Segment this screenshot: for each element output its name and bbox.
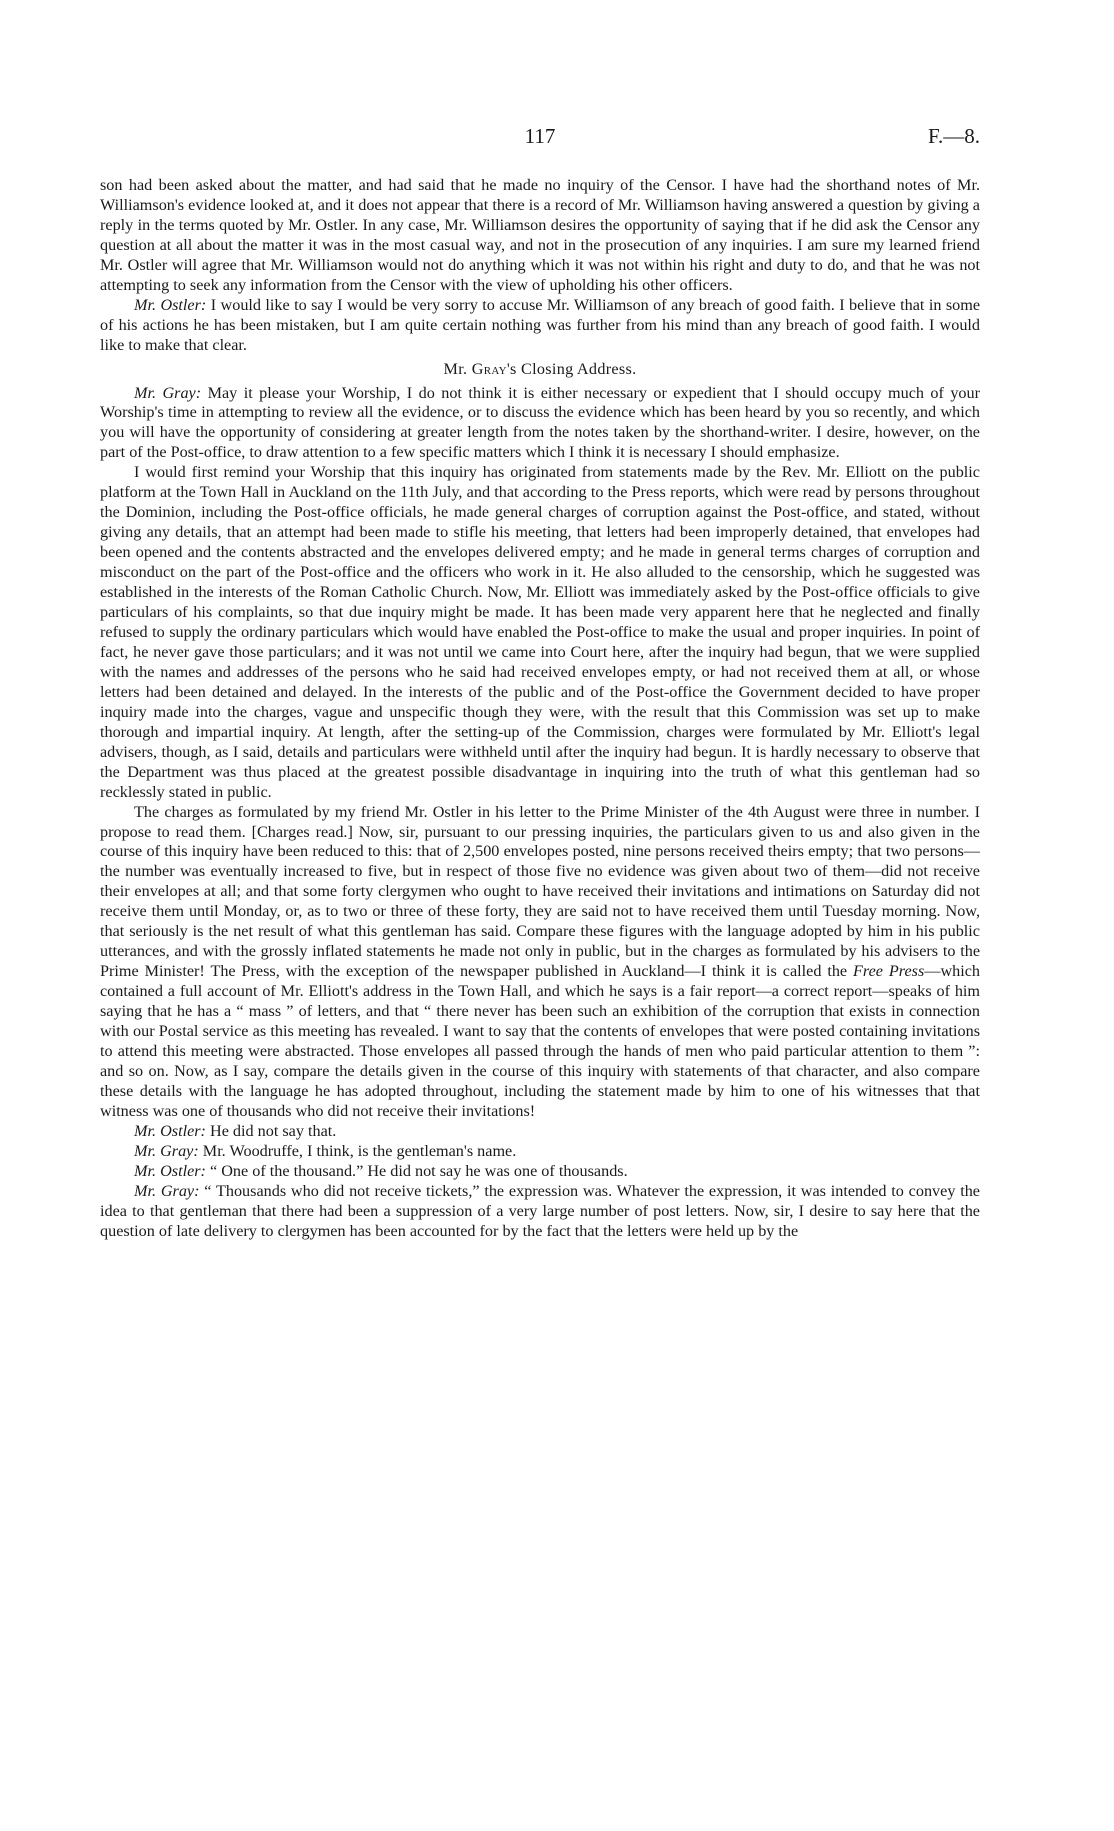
paragraph-gray-thousands xyxy=(100,1182,980,1242)
speaker-label: Mr. Gray: xyxy=(134,383,202,402)
paragraph-text: I would first remind your Worship that this inquiry has originated from statements made by the Rev. Mr. Elliott on the public platform at the Town Hall in Auckland on the 11th July, and that according to the Press reports, which were read by persons throughout the Dominion, including the Post-office officials, he made general charges of corruption against the Post-office, and stated, without giving any details, that an attempt had been made to stifle his meeting, that letters had been improperly detained, that envelopes had been opened and the contents abstracted and the envelopes delivered empty; and he made in general terms charges of corruption and misconduct on the part of the Post-office and the officers who work in it. He also alluded to the censorship, which he suggested was established in the interests of the Roman Catholic Church. Now, Mr. Elliott was immediately asked by the Post-office officials to give particulars of his complaints, so that due inquiry might be made. It has been made very apparent here that he neglected and finally refused to supply the ordinary particulars which would have enabled the Post-office to make the usual and proper inquiries. In point of fact, he never gave those particulars; and it was not until we came into Court here, after the inquiry had begun, that we were supplied with the names and addresses of the persons who he said had received envelopes empty, or had not received them at all, or whose letters had been detained and delayed. In the interests of the public and of the Post-office the Government decided to have proper inquiry made into the charges, vague and unspecific though they were, with the result that this Commission was set up to make thorough and impartial inquiry. At length, after the setting-up of the Commission, charges were formulated by Mr. Elliott's legal advisers, though, as I said, details and particulars were withheld until after the inquiry had begun. It is hardly necessary to observe that the Department was thus placed at the greatest possible disadvantage in inquiring into the truth of what this gentleman had so recklessly stated in public. xyxy=(100,463,980,801)
heading-prefix: Mr. xyxy=(443,359,472,378)
paragraph-text: son had been asked about the matter, and had said that he made no inquiry of the Censor. I have had the shorthand notes of Mr. Williamson's evidence looked at, and it does not appear that there is a record of Mr. Williamson having answered a question by giving a reply in the terms quoted by Mr. Ostler. In any case, Mr. Williamson desires the opportunity of saying that if he did ask the Censor any question at all about the matter it was in the most casual way, and not in the prosecution of any inquiries. I am sure my learned friend Mr. Ostler will agree that Mr. Williamson would not do anything which it was not within his right and duty to do, and that he was not attempting to seek any information from the Censor with the view of upholding his other officers. xyxy=(100,176,980,294)
speaker-label: Mr. Gray: xyxy=(134,1181,200,1200)
paragraph-text: “ Thousands who did not receive tickets,” the expression was. Whatever the expression, it was intended to convey the idea to that gentleman that there had been a suppression of a very large number of post letters. Now, sir, I desire to say here that the question of late delivery to clergymen has been accounted for by the fact that the letters were held up by the xyxy=(100,1181,980,1240)
paragraph-text: May it please your Worship, I do not think it is either necessary or expedient that I should occupy much of your Worship's time in attempting to review all the evidence, or to discuss the evidence which has been heard by you so recently, and which you will have the opportunity of considering at greater length from the notes taken by the shorthand-writer. I desire, however, on the part of the Post-office, to draw attention to a few specific matters which I think it is necessary I should emphasize. xyxy=(100,383,981,462)
speaker-label: Mr. Gray: xyxy=(134,1141,199,1160)
newspaper-title: Free Press xyxy=(853,962,925,981)
speaker-label: Mr. Ostler: xyxy=(134,1121,206,1140)
section-heading xyxy=(100,360,980,380)
page-number: 117 xyxy=(524,124,556,148)
paragraph-text: —which contained a full account of Mr. Elliott's address in the Town Hall, and which he says is a fair report—a correct report—speaks of him saying that he has a “ mass ” of letters, and that “ there never has been such an exhibition of the corruption that exists in connection with our Postal service as this meeting has revealed. I want to say that the contents of envelopes that were posted containing invitations to attend this meeting were abstracted. Those envelopes all passed through the hands of men who paid particular attention to them ”: and so on. Now, as I say, compare the details given in the course of this inquiry with statements of that character, and also compare these details with the language he has adopted throughout, including the statement made by him to one of his witnesses that that witness was one of thousands who did not receive their invitations! xyxy=(100,962,981,1120)
paragraph-origin-of-inquiry xyxy=(100,463,980,802)
paragraph-text: I would like to say I would be very sorry to accuse Mr. Williamson of any breach of good faith. I believe that in some of his actions he has been mistaken, but I am quite certain nothing was further from his mind than any breach of good faith. I would like to make that clear. xyxy=(100,295,980,354)
paragraph-charges xyxy=(100,803,980,1122)
speaker-label: Mr. Ostler: xyxy=(134,295,207,314)
speaker-label: Mr. Ostler: xyxy=(134,1161,206,1180)
paragraph-text: “ One of the thousand.” He did not say he was one of thousands. xyxy=(210,1161,628,1180)
page-header xyxy=(100,124,980,154)
paragraph-ostler-statement xyxy=(100,296,980,356)
paragraph-gray-opening xyxy=(100,384,980,464)
paragraph-gray-reply xyxy=(100,1142,980,1162)
paragraph-ostler-interjection xyxy=(100,1122,980,1142)
paragraph-text: Mr. Woodruffe, I think, is the gentleman's name. xyxy=(202,1141,517,1160)
paragraph-ostler-quote xyxy=(100,1162,980,1182)
paragraph-continuation xyxy=(100,176,980,296)
heading-name: Gray xyxy=(471,359,507,378)
paragraph-text: He did not say that. xyxy=(210,1121,337,1140)
document-reference: F.—8. xyxy=(928,124,980,148)
heading-suffix: 's Closing Address. xyxy=(506,359,637,378)
paragraph-text: The charges as formulated by my friend Mr. Ostler in his letter to the Prime Minister of the 4th August were three in number. I propose to read them. [Charges read.] Now, sir, pursuant to our pressing inquiries, the particulars given to us and also given in the course of this inquiry have been reduced to this: that of 2,500 envelopes posted, nine persons received theirs empty; that two persons—the number was eventually increased to five, but in respect of those five no evidence was given about two of them—did not receive their envelopes at all; and that some forty clergymen who ought to have received their invitations and intimations on Saturday did not receive them until Monday, or, as to two or three of these forty, they are said not to have received them until Tuesday morning. Now, that seriously is the net result of what this gentleman has said. Compare these figures with the language adopted by him in his public utterances, and with the grossly inflated statements he made not only in public, but in the charges as formulated by his advisers to the Prime Minister! The Press, with the exception of the newspaper published in Auckland—I think it is called the xyxy=(100,802,980,981)
body-text xyxy=(100,176,980,1242)
